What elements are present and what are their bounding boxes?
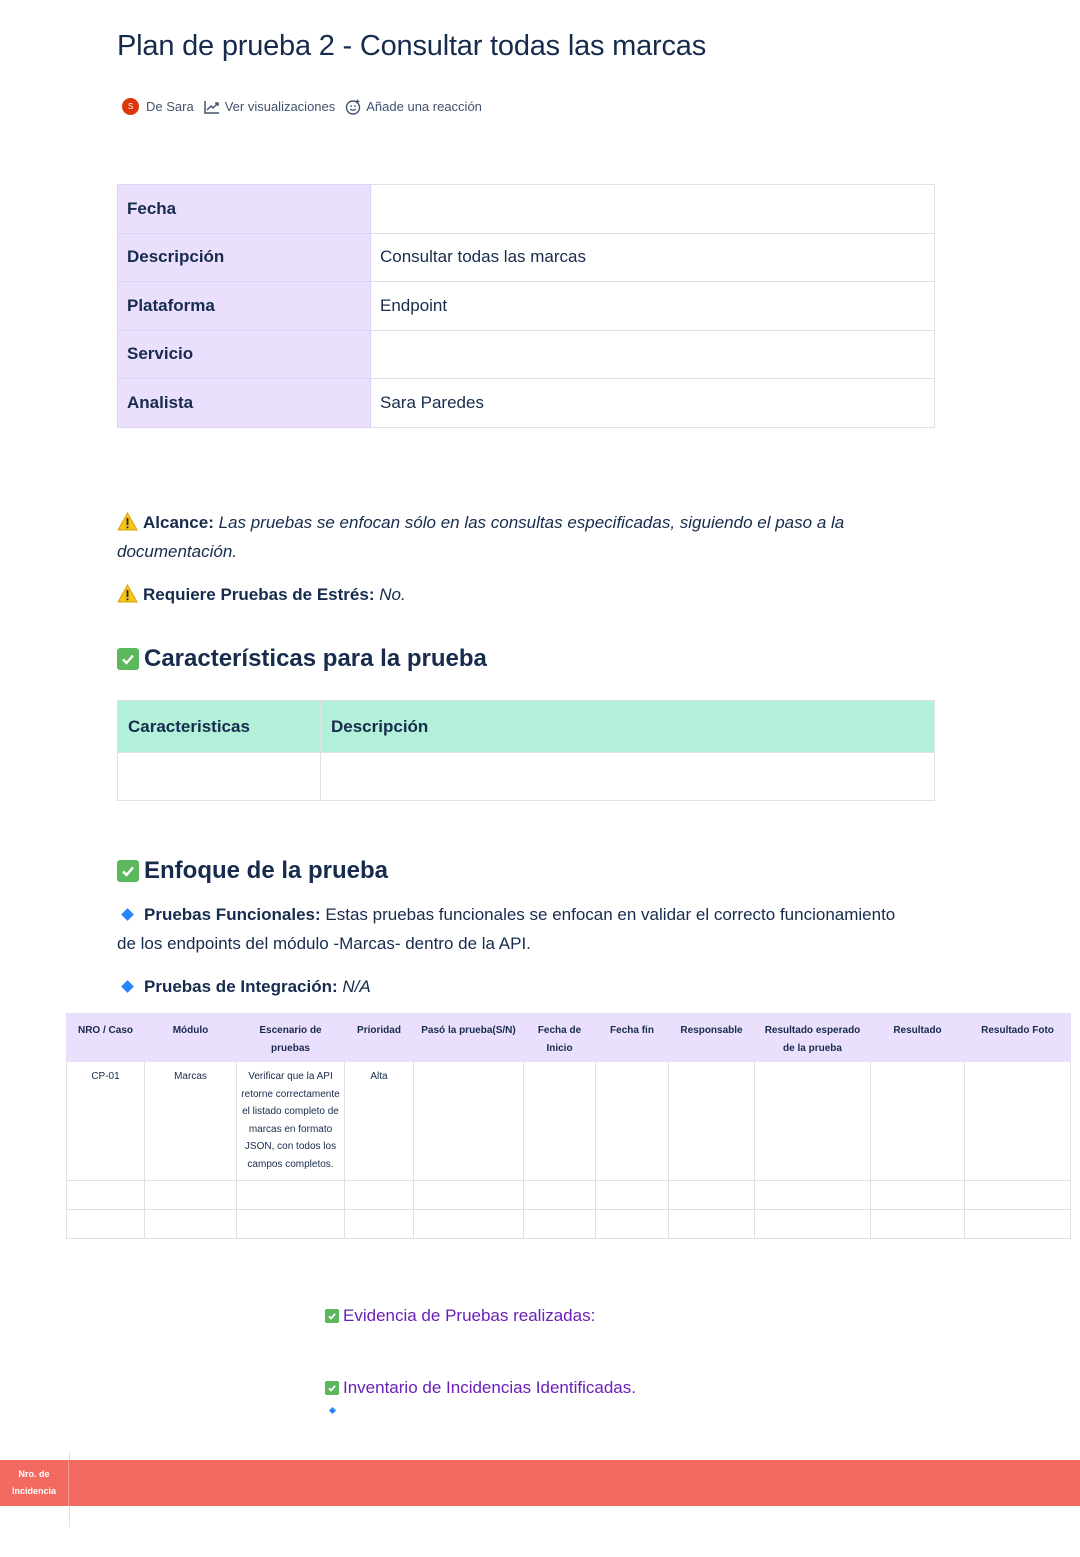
cell-resultado-esperado[interactable] — [755, 1062, 871, 1181]
incidents-heading-text: Inventario de Incidencias Identificadas. — [343, 1378, 636, 1397]
info-value[interactable] — [371, 330, 935, 379]
table-cell[interactable] — [755, 1180, 871, 1209]
incidents-table-header — [0, 1460, 1080, 1506]
table-cell[interactable] — [596, 1209, 669, 1238]
table-row — [67, 1062, 1071, 1181]
header-responsable: Responsable — [669, 1014, 755, 1062]
cell-nro-caso[interactable]: CP-01 — [67, 1062, 145, 1181]
table-cell[interactable] — [67, 1209, 145, 1238]
table-cell[interactable] — [669, 1209, 755, 1238]
header-modulo: Módulo — [145, 1014, 237, 1062]
scope-label: Alcance — [143, 513, 209, 532]
header-escenario: Escenario de pruebas — [237, 1014, 345, 1062]
stress-label: Requiere Pruebas de Estrés: — [143, 585, 375, 604]
info-row-analista — [118, 379, 935, 428]
diamond-bullet-icon — [121, 908, 134, 921]
table-cell[interactable] — [871, 1180, 965, 1209]
cell-resultado[interactable] — [871, 1062, 965, 1181]
stress-paragraph — [117, 580, 917, 609]
approach-heading-text: Enfoque de la prueba — [144, 857, 389, 884]
header-paso-prueba: Pasó la prueba(S/N) — [414, 1014, 524, 1062]
table-cell[interactable] — [965, 1180, 1071, 1209]
view-analytics-label: Ver visualizaciones — [224, 99, 336, 114]
header-fecha-fin: Fecha fin — [596, 1014, 669, 1062]
header-fecha-inicio: Fecha de Inicio — [524, 1014, 596, 1062]
table-row — [67, 1180, 1071, 1209]
check-mark-icon — [325, 1381, 339, 1395]
table-cell[interactable] — [596, 1180, 669, 1209]
check-mark-icon — [325, 1309, 339, 1323]
info-value[interactable]: Sara Paredes — [371, 379, 935, 428]
header-resultado-esperado: Resultado esperado de la prueba — [755, 1014, 871, 1062]
features-heading — [117, 645, 487, 673]
info-label: Descripción — [118, 233, 371, 282]
functional-text: Estas pruebas funcionales se enfocan en validar el correcto funcionamiento de los endpoints del módulo -Marcas- dentro de la API. — [117, 905, 896, 953]
integration-tests-paragraph — [117, 972, 917, 1001]
cell-responsable[interactable] — [669, 1062, 755, 1181]
table-cell[interactable] — [118, 753, 321, 801]
diamond-bullet-icon — [121, 980, 134, 993]
scope-paragraph: Alcance: Las pruebas se enfocan sólo en las consultas especificadas, siguiendo el paso a la documentación. — [117, 513, 845, 561]
header-nro-caso: NRO / Caso — [67, 1014, 145, 1062]
cell-fecha-inicio[interactable] — [524, 1062, 596, 1181]
table-cell[interactable] — [755, 1209, 871, 1238]
features-header-row — [118, 701, 935, 753]
byline — [122, 98, 492, 115]
table-cell[interactable] — [237, 1209, 345, 1238]
cell-fecha-fin[interactable] — [596, 1062, 669, 1181]
cases-header-row — [67, 1014, 1071, 1062]
test-cases-table — [66, 1013, 1071, 1239]
info-row-servicio — [118, 330, 935, 379]
table-cell[interactable] — [414, 1180, 524, 1209]
table-cell[interactable] — [345, 1180, 414, 1209]
incidence-number-header-line1: Nro. de — [18, 1469, 50, 1479]
table-cell[interactable] — [524, 1180, 596, 1209]
functional-label: Pruebas Funcionales: — [144, 905, 321, 924]
approach-heading — [117, 857, 388, 885]
table-cell[interactable] — [67, 1180, 145, 1209]
table-cell[interactable] — [871, 1209, 965, 1238]
add-reaction-label: Añade una reacción — [366, 99, 482, 114]
info-label: Servicio — [118, 330, 371, 379]
incidence-number-header-line2: Incidencia — [11, 1486, 56, 1496]
stress-value: No. — [379, 585, 406, 604]
table-cell[interactable] — [145, 1209, 237, 1238]
cell-paso-prueba[interactable] — [414, 1062, 524, 1181]
header-prioridad: Prioridad — [345, 1014, 414, 1062]
cell-modulo[interactable]: Marcas — [145, 1062, 237, 1181]
info-value[interactable] — [371, 185, 935, 234]
info-label: Plataforma — [118, 282, 371, 331]
integration-value: N/A — [342, 977, 371, 996]
author-name: De Sara — [146, 99, 194, 114]
table-cell[interactable] — [237, 1180, 345, 1209]
diamond-bullet-icon — [329, 1407, 336, 1414]
table-cell[interactable] — [669, 1180, 755, 1209]
header-resultado-foto: Resultado Foto — [965, 1014, 1071, 1062]
info-value[interactable]: Consultar todas las marcas — [371, 233, 935, 282]
table-cell[interactable] — [414, 1209, 524, 1238]
table-row — [118, 753, 935, 801]
integration-label: Pruebas de Integración: — [144, 977, 338, 996]
info-label: Analista — [118, 379, 371, 428]
emoji-add-icon — [345, 99, 361, 115]
info-row-descripcion — [118, 233, 935, 282]
check-mark-icon — [117, 860, 139, 882]
functional-tests-paragraph — [117, 900, 917, 958]
info-label: Fecha — [118, 185, 371, 234]
info-row-plataforma — [118, 282, 935, 331]
warning-icon — [117, 584, 138, 603]
features-col-characteristics: Caracteristicas — [118, 701, 321, 753]
author-link[interactable] — [122, 98, 194, 115]
incidents-heading — [325, 1378, 636, 1398]
features-table — [117, 700, 935, 801]
info-value[interactable]: Endpoint — [371, 282, 935, 331]
warning-icon — [117, 512, 138, 531]
table-cell[interactable] — [524, 1209, 596, 1238]
view-analytics-button[interactable] — [204, 99, 336, 114]
features-col-description: Descripción — [321, 701, 935, 753]
chart-trend-icon — [204, 100, 220, 114]
avatar: S — [122, 98, 139, 115]
info-table — [117, 184, 935, 428]
cell-prioridad[interactable]: Alta — [345, 1062, 414, 1181]
table-cell[interactable] — [345, 1209, 414, 1238]
table-cell[interactable] — [145, 1180, 237, 1209]
features-heading-text: Características para la prueba — [144, 645, 487, 672]
evidence-heading — [325, 1306, 595, 1326]
table-cell[interactable] — [321, 753, 935, 801]
header-resultado: Resultado — [871, 1014, 965, 1062]
incidence-number-header — [0, 1460, 69, 1506]
cell-resultado-foto[interactable] — [965, 1062, 1071, 1181]
info-row-fecha — [118, 185, 935, 234]
table-cell[interactable] — [965, 1209, 1071, 1238]
check-mark-icon — [117, 648, 139, 670]
page-title: Plan de prueba 2 - Consultar todas las marcas — [117, 30, 707, 62]
table-row — [67, 1209, 1071, 1238]
evidence-heading-text: Evidencia de Pruebas realizadas: — [343, 1306, 596, 1325]
scope-text: Las pruebas se enfocan sólo en las consultas especificadas, siguiendo el paso a la documentación. — [117, 513, 845, 561]
add-reaction-button[interactable] — [345, 99, 482, 115]
cell-escenario[interactable]: Verificar que la API retorne correctamente el listado completo de marcas en formato JSON, con todos los campos completos. — [237, 1062, 345, 1181]
